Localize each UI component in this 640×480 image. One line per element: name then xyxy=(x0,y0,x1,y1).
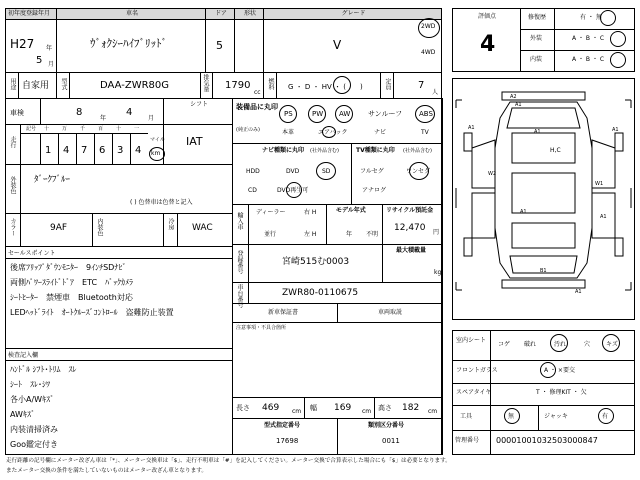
interior-label: 内装 xyxy=(530,56,543,63)
inspector-notes-label: 検査記入欄 xyxy=(6,351,66,361)
mark-a1-right: A1 xyxy=(612,127,619,133)
oneseg-circle xyxy=(409,162,429,180)
mark-a1-door: A1 xyxy=(520,209,527,215)
jack-value: 有 xyxy=(602,413,609,420)
footer-line1: 走行距離の記号欄にメーター改ざん車は「*」、メーター交換車は「$」、走行不明車は「#」を記入してください。メーター交換で合算表示した場合にも「$」は必要となります。 xyxy=(6,458,451,464)
mileage-digit-0: 1 xyxy=(45,145,52,156)
glass-label: フロントガラス xyxy=(456,367,498,374)
mile-unit: マイル xyxy=(150,137,165,143)
reg-date-label: 初年度登録年月 xyxy=(6,9,56,19)
exterior-options: A ・ B ・ C xyxy=(572,35,605,42)
tools-value: 無 xyxy=(508,413,515,420)
year-unit: 年 xyxy=(46,45,53,52)
yen-unit: 円 xyxy=(433,229,440,236)
mark-a1-left: A1 xyxy=(468,125,475,131)
equipment-sublabel: (純正のみ) xyxy=(236,127,260,133)
model-no-label: 型式指定番号 xyxy=(264,422,301,429)
ps-circle xyxy=(279,105,297,123)
equip-ps: PS xyxy=(284,110,293,118)
height-label: 高さ xyxy=(378,404,392,412)
spare-label: スペアタイヤ xyxy=(456,389,492,396)
mgmt-number: 00001001032503000847 xyxy=(496,436,598,445)
abs-circle xyxy=(415,105,435,123)
stain-circle xyxy=(550,334,568,352)
width-value: 169 xyxy=(334,403,352,413)
car-name: ｳﾞｫｸｼｰﾊｲﾌﾞﾘｯﾄﾞ xyxy=(90,37,167,50)
registration-label: 登録番号 xyxy=(236,250,243,274)
sales-point-line: LEDﾍｯﾄﾞﾗｲﾄ ｵｰﾄｸﾙｰｽﾞｺﾝﾄﾛｰﾙ 盗難防止装置 xyxy=(10,308,174,317)
equip-pw: PW xyxy=(312,110,324,118)
max-load-label: 最大積載量 xyxy=(396,247,427,254)
navi-sublabel: (社外品含む) xyxy=(310,148,339,154)
sales-point-line: 後席ﾌﾘｯﾌﾟﾀﾞｳﾝﾓﾆﾀｰ 9ｲﾝﾁSDﾅﾋﾞ xyxy=(10,263,127,272)
height-cm: cm xyxy=(428,408,438,415)
mark-a1-mid: A1 xyxy=(534,129,541,135)
navi-sd: SD xyxy=(322,168,331,175)
kg-unit: kg xyxy=(434,269,442,276)
mileage-head-6: 一 xyxy=(134,126,140,132)
seat-stain: 汚れ xyxy=(554,341,567,348)
jack-label: ジャッキ xyxy=(544,413,568,420)
car-name-label: 車名 xyxy=(57,9,205,19)
color-code-label: カラー xyxy=(9,218,16,236)
mileage-head-4: 百 xyxy=(98,126,104,132)
class-no-value: 0011 xyxy=(382,437,400,445)
mileage-digit-5: 4 xyxy=(135,145,142,156)
tv-label: TV種類に丸印 xyxy=(356,147,395,154)
pw-circle xyxy=(308,105,326,123)
history-doc: 車両取説 xyxy=(378,309,403,316)
rating-score: 4 xyxy=(480,32,496,57)
sales-point-line: 両側ﾊﾟﾜｰｽﾗｲﾄﾞﾄﾞｱ ETC ﾊﾞｯｸｶﾒﾗ xyxy=(10,278,134,287)
navi-dvd: DVD xyxy=(286,168,300,175)
alteration-label: 注意事項・不具合箇所 xyxy=(236,325,287,331)
repair-none-circle xyxy=(600,10,616,26)
mileage-digit-2: 7 xyxy=(81,145,88,156)
shift-label: シフト xyxy=(190,101,209,108)
inspector-note-line: 各小A/Wｷｽﾞ xyxy=(10,395,55,404)
inspection-year: 8 xyxy=(76,107,83,118)
km-unit: km xyxy=(151,150,161,157)
glass-a-circle xyxy=(540,362,556,378)
tv-sublabel: (社外品含む) xyxy=(403,148,432,154)
import-left: 左 H xyxy=(304,231,317,238)
cc-unit: cc xyxy=(254,89,261,96)
capacity-unit: 人 xyxy=(432,89,439,96)
navi-cd: CD xyxy=(248,187,257,194)
inspector-note-line: Goo鑑定付き xyxy=(10,440,58,449)
import-dealer: ディーラー xyxy=(256,209,286,216)
inspector-note-line: ｼｰﾄ ｽﾚ･ｼﾜ xyxy=(10,380,50,389)
inspector-note-line: 内装清掃済み xyxy=(10,425,58,434)
width-label: 幅 xyxy=(310,404,317,412)
car-diagram-svg xyxy=(452,78,635,320)
mark-h: H,C xyxy=(550,147,561,154)
equip-navi: ナビ xyxy=(374,129,387,136)
chassis-number: ZWR80-0110675 xyxy=(282,288,359,298)
model-year-label: モデル年式 xyxy=(336,207,366,214)
capacity-label: 定員 xyxy=(384,78,391,90)
sales-points-label: セールスポイント xyxy=(6,249,66,259)
shift-value: IAT xyxy=(186,135,203,148)
inspection-month-unit: 月 xyxy=(148,115,155,122)
mileage-digit-1: 4 xyxy=(63,145,70,156)
inspection-year-unit: 年 xyxy=(100,115,107,122)
seat-tear: 破れ xyxy=(524,341,537,348)
navi-label: ナビ種類に丸印 xyxy=(262,147,305,154)
hv-circle xyxy=(333,76,351,94)
cold-label: 冷房 xyxy=(167,218,174,230)
mileage-digit-3: 6 xyxy=(99,145,106,156)
equip-leather: 本革 xyxy=(282,129,295,136)
mark-a1-rdoor: A1 xyxy=(600,214,607,220)
jack-circle xyxy=(598,408,614,424)
usage-value: 自家用 xyxy=(22,81,50,91)
model-value: DAA-ZWR80G xyxy=(100,80,170,91)
mark-a1-top: A1 xyxy=(515,102,522,108)
aw-circle xyxy=(335,105,353,123)
seat-hole: 穴 xyxy=(584,341,591,348)
door-count: 5 xyxy=(216,39,223,52)
exterior-label: 外装 xyxy=(530,35,543,42)
interior-c-circle xyxy=(610,52,626,68)
reg-year: H27 xyxy=(10,37,35,51)
height-value: 182 xyxy=(402,403,420,413)
equip-sunroof: サンルーフ xyxy=(368,110,403,118)
airbag-circle xyxy=(322,126,336,138)
month-unit: 月 xyxy=(48,61,55,68)
color-note: ( ) 色替車は色替と記入 xyxy=(130,199,193,206)
length-cm: cm xyxy=(292,408,302,415)
equip-tv: TV xyxy=(421,129,429,136)
mark-a2: A2 xyxy=(510,94,517,100)
mileage-head-1: 十 xyxy=(44,126,50,132)
equip-aw: AW xyxy=(339,110,351,118)
tv-oneseg: ワンセグ xyxy=(406,168,431,175)
cold-value: WAC xyxy=(192,223,213,233)
reg-month: 5 xyxy=(36,55,43,66)
chassis-label: 車台番号 xyxy=(236,284,243,308)
rating-label: 評価点 xyxy=(478,13,497,20)
mileage-label: 走行 xyxy=(9,136,16,148)
drive-2wd: 2WD xyxy=(421,23,436,30)
tools-circle xyxy=(504,408,520,424)
length-value: 469 xyxy=(262,403,280,413)
footer-line2: またメーター交換の条件を満たしていないものはメーター改ざん車となります。 xyxy=(6,468,207,474)
navi-dvd-play: DVD再生可 xyxy=(277,187,309,194)
scratch-circle xyxy=(602,334,620,352)
tv-fullseg: フルセグ xyxy=(360,168,384,175)
navi-hdd: HDD xyxy=(246,168,260,175)
model-year-unknown: 不明 xyxy=(366,231,379,238)
import-parallel: 並行 xyxy=(264,231,277,238)
import-label: 輸入車 xyxy=(236,212,243,230)
mark-w1: W1 xyxy=(595,181,604,187)
drive-4wd: 4WD xyxy=(421,49,436,56)
fuel-label: 燃料 xyxy=(267,78,274,90)
mileage-head-2: 万 xyxy=(62,126,68,132)
seat-label: 室内シート xyxy=(456,337,487,344)
seat-burn: コゲ xyxy=(498,341,511,348)
tv-analog: アナログ xyxy=(362,187,387,194)
grade-value: V xyxy=(333,38,342,52)
import-right: 右 H xyxy=(304,209,317,216)
displacement: 1790 xyxy=(225,80,251,91)
equipment-label: 装備品に丸印 xyxy=(236,103,278,111)
length-label: 長さ xyxy=(236,404,250,412)
equip-abs: ABS xyxy=(419,110,433,118)
equip-airbag: エアバック xyxy=(318,129,348,136)
mileage-head-0: 記号 xyxy=(26,126,37,132)
model-year-unit: 年 xyxy=(346,231,353,238)
sales-point-line: ｼｰﾄﾋｰﾀｰ 禁煙車 Bluetooth対応 xyxy=(10,293,133,302)
fuel-options: G ・ D ・ HV ・ ( ) xyxy=(288,83,363,91)
width-cm: cm xyxy=(362,408,372,415)
mark-b1: B1 xyxy=(540,268,547,274)
color-code: 9AF xyxy=(50,223,68,233)
exterior-c-circle xyxy=(610,31,626,47)
spare-options: T ・ 修理KIT ・ 欠 xyxy=(536,389,587,396)
interior-color-label: 内装色 xyxy=(96,218,103,236)
color-label: 外装色 xyxy=(9,176,16,194)
mileage-digit-4: 3 xyxy=(117,145,124,156)
warranty-doc: 新車保証書 xyxy=(268,309,299,316)
inspector-note-line: AWｷｽﾞ xyxy=(10,410,35,419)
mark-a1-rear: A1 xyxy=(575,289,582,295)
mileage-head-3: 千 xyxy=(80,126,86,132)
model-no-value: 17698 xyxy=(276,437,299,445)
recycle-label: リサイクル預託金 xyxy=(386,207,434,214)
plate-number: 宮崎515む0003 xyxy=(282,257,350,267)
inspection-label: 車検 xyxy=(10,109,24,117)
exterior-color: ﾀﾞｰｸﾌﾞﾙｰ xyxy=(34,175,71,185)
mark-w2: W2 xyxy=(488,171,497,177)
sd-circle xyxy=(316,162,336,180)
interior-options: A ・ B ・ C xyxy=(572,56,605,63)
dvd-play-circle xyxy=(286,182,302,198)
capacity-value: 7 xyxy=(418,80,425,91)
recycle-value: 12,470 xyxy=(394,223,426,233)
grade-label: グレード xyxy=(264,9,441,19)
tools-label: 工具 xyxy=(460,413,473,420)
seat-scratch: キズ xyxy=(606,341,618,348)
shape-label: 形状 xyxy=(235,9,263,19)
inspector-note-line: ﾊﾝﾄﾞﾙ ｼﾌﾄ･ﾄﾘﾑ ｽﾚ xyxy=(10,365,77,374)
glass-options: A ・ ×要交 xyxy=(544,367,575,374)
disp-label: 排気量 xyxy=(202,74,209,92)
class-no-label: 類別区分番号 xyxy=(368,422,405,429)
repair-label: 修復歴 xyxy=(528,14,547,21)
usage-label: 用途 xyxy=(9,78,16,90)
repair-options: 有 ・ 無 xyxy=(580,14,602,21)
mgmt-label: 管理番号 xyxy=(455,437,480,444)
door-label: ドア xyxy=(206,9,234,19)
mileage-head-5: 十 xyxy=(116,126,122,132)
model-label: 型式 xyxy=(60,78,67,90)
inspection-month: 4 xyxy=(126,107,133,118)
